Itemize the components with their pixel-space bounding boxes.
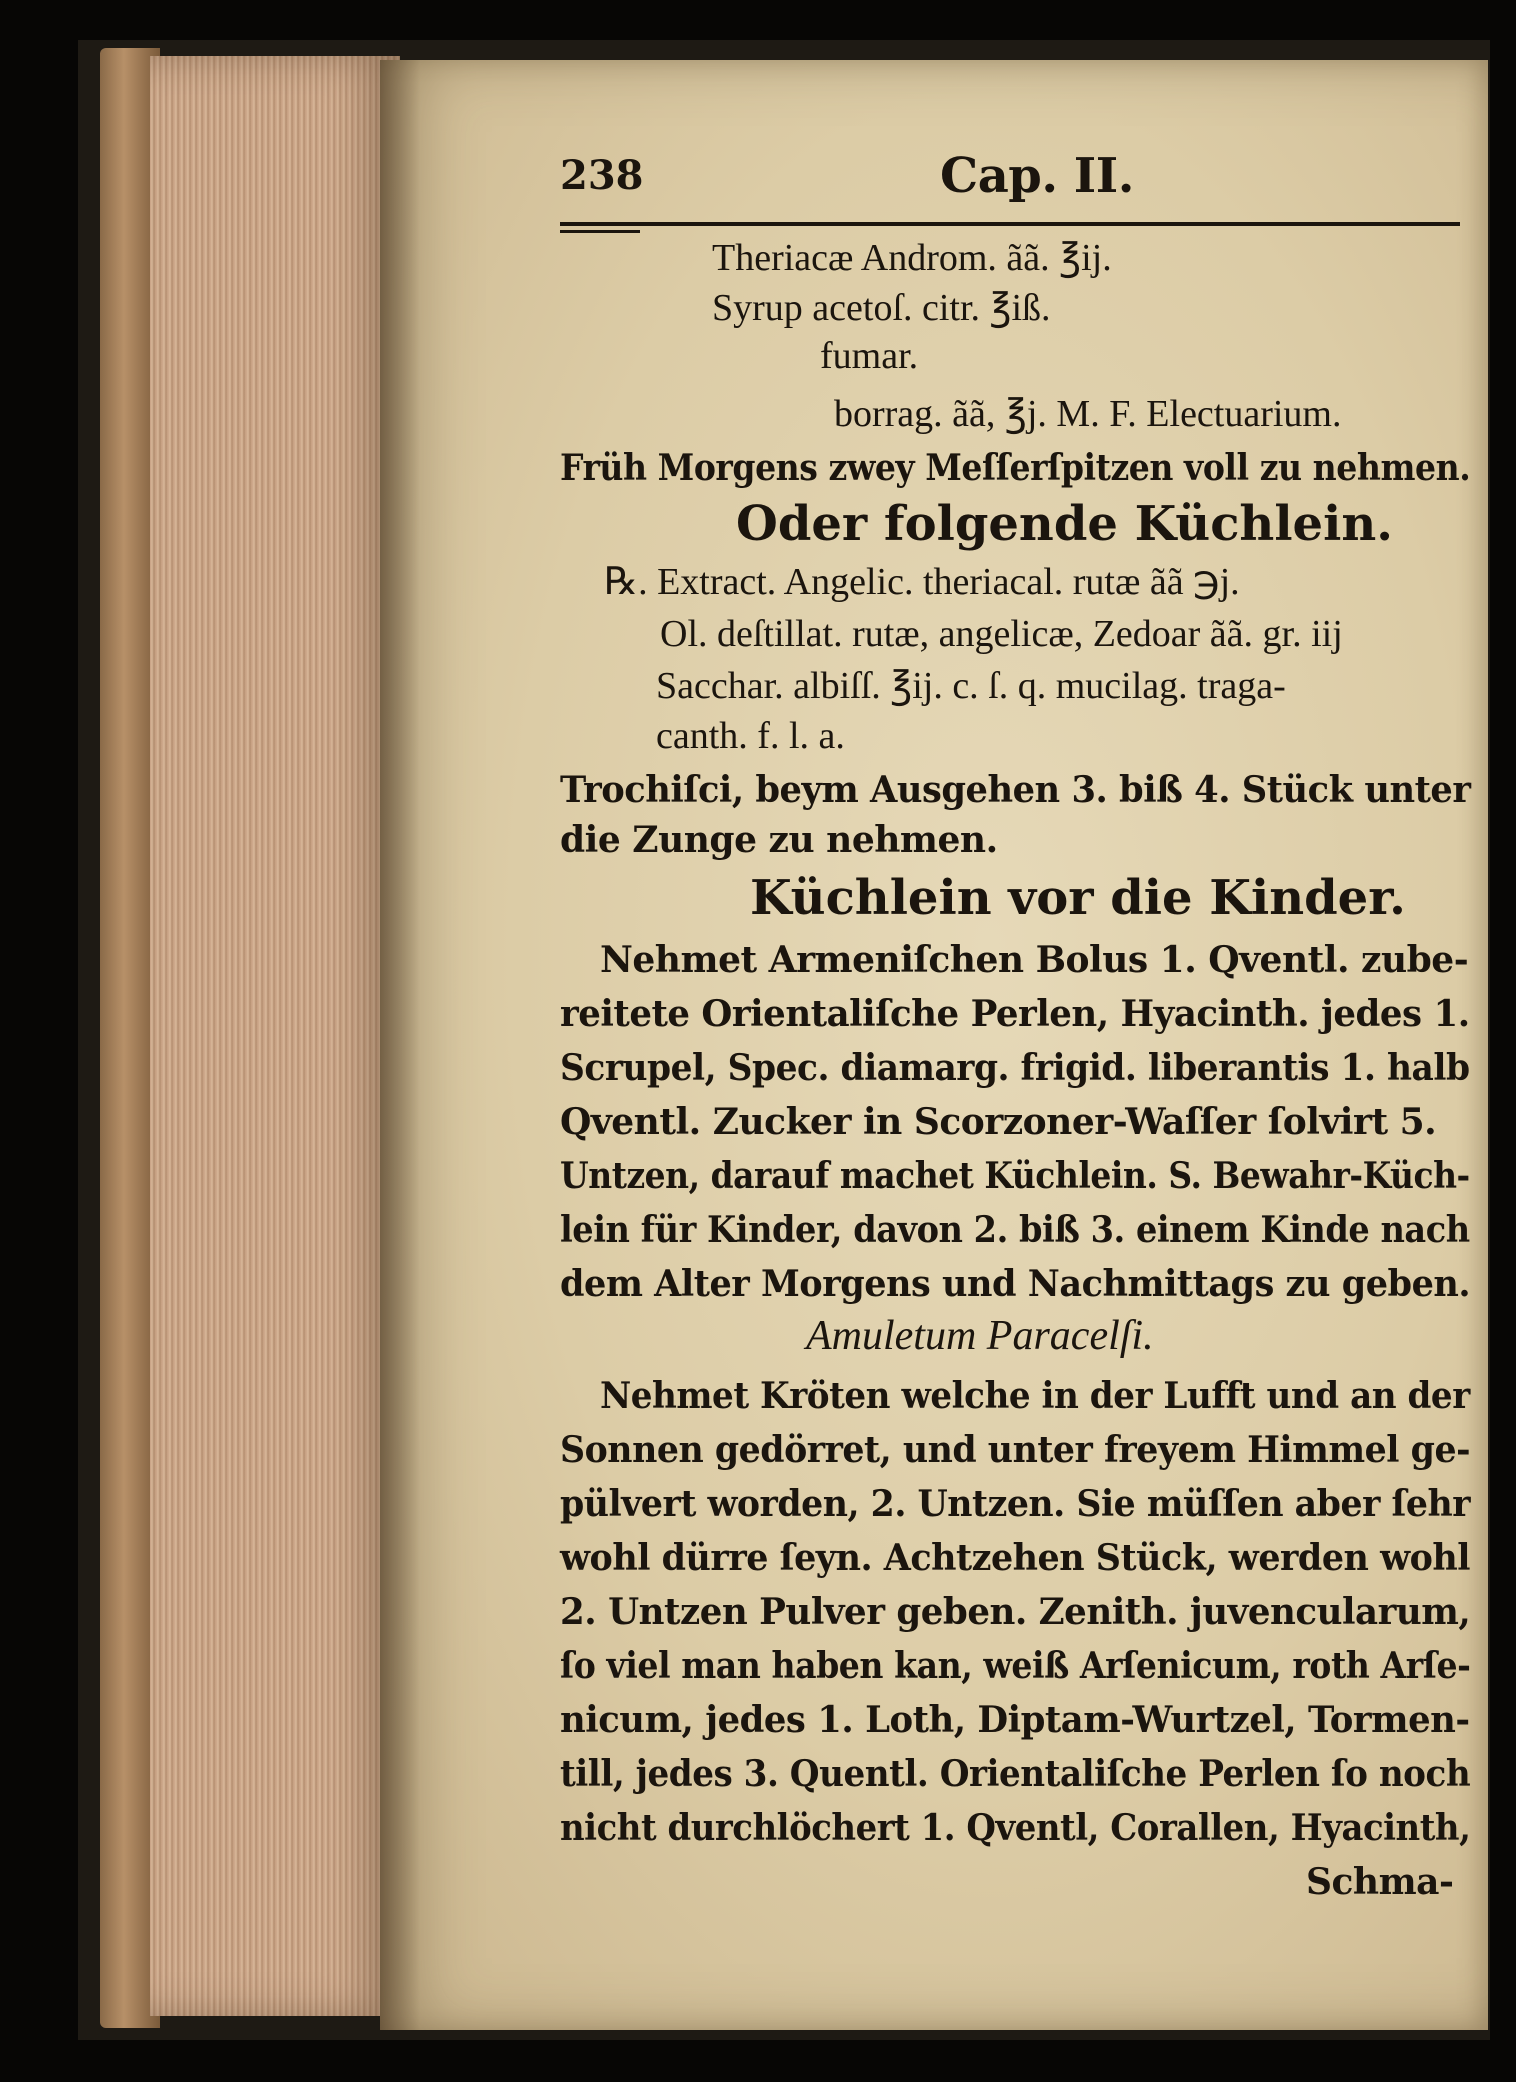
text-line: canth. f. l. a. xyxy=(656,715,845,757)
text-line: wohl dürre ſeyn. Achtzehen Stück, werden wohl xyxy=(560,1537,1471,1579)
text-line: Früh Morgens zwey Meſſerſpitzen voll zu nehmen. xyxy=(560,447,1471,489)
text-line: Untzen, darauf machet Küchlein. S. Bewahr-Küch- xyxy=(560,1155,1470,1197)
text-line: Ol. deſtillat. rutæ, angelicæ, Zedoar ãã. gr. iij xyxy=(660,613,1343,655)
text-line: nicht durchlöchert 1. Qventl, Corallen, Hyacinth, xyxy=(560,1807,1471,1849)
page-number: 238 xyxy=(560,152,644,199)
text-line: fumar. xyxy=(820,335,919,377)
text-line: 2. Untzen Pulver geben. Zenith. juvencularum, xyxy=(560,1591,1471,1633)
page-gutter-shadow xyxy=(380,60,420,2030)
catchword: Schma- xyxy=(1306,1861,1454,1903)
page-edges xyxy=(150,56,400,2016)
text-line: borrag. ãã, ℥j. M. F. Electuarium. xyxy=(834,393,1342,435)
header-rule-short xyxy=(560,230,640,233)
text-line: pülvert worden, 2. Untzen. Sie müſſen aber ſehr xyxy=(560,1483,1471,1525)
text-line: ſo viel man haben kan, weiß Arſenicum, roth Arſe- xyxy=(560,1645,1471,1687)
text-line: die Zunge zu nehmen. xyxy=(560,819,998,861)
text-line: Syrup acetoſ. citr. ℥iß. xyxy=(712,287,1051,329)
text-line: reitete Orientaliſche Perlen, Hyacinth. jedes 1. xyxy=(560,993,1470,1035)
section-heading: Oder folgende Küchlein. xyxy=(736,496,1393,552)
section-heading: Amuletum Paracelſi. xyxy=(806,1313,1154,1359)
header-rule xyxy=(560,222,1460,226)
section-heading: Küchlein vor die Kinder. xyxy=(750,870,1406,926)
text-line: dem Alter Morgens und Nachmittags zu geben. xyxy=(560,1263,1471,1305)
text-line: Sacchar. albiſſ. ℥ij. c. ſ. q. mucilag. traga- xyxy=(656,665,1286,707)
text-line: Trochiſci, beym Ausgehen 3. biß 4. Stück unter xyxy=(560,769,1471,811)
text-line: Scrupel, Spec. diamarg. frigid. liberantis 1. halb xyxy=(560,1047,1470,1089)
text-line: till, jedes 3. Quentl. Orientaliſche Perlen ſo noch xyxy=(560,1753,1471,1795)
text-line: Qventl. Zucker in Scorzoner-Waſſer ſolvirt 5. xyxy=(560,1101,1437,1143)
text-line: nicum, jedes 1. Loth, Diptam-Wurtzel, Tormen- xyxy=(560,1699,1470,1741)
text-line: lein für Kinder, davon 2. biß 3. einem Kinde nach xyxy=(560,1209,1470,1251)
text-line: ℞. Extract. Angelic. theriacal. rutæ ãã ℈j. xyxy=(604,561,1240,603)
text-line: Nehmet Armeniſchen Bolus 1. Qventl. zube- xyxy=(600,939,1469,981)
text-line: Sonnen gedörret, und unter freyem Himmel ge- xyxy=(560,1429,1471,1471)
text-line: Theriacæ Androm. ãã. ℥ij. xyxy=(712,237,1112,279)
chapter-heading: Cap. II. xyxy=(940,148,1134,204)
text-line: Nehmet Kröten welche in der Lufft und an der xyxy=(600,1375,1470,1417)
